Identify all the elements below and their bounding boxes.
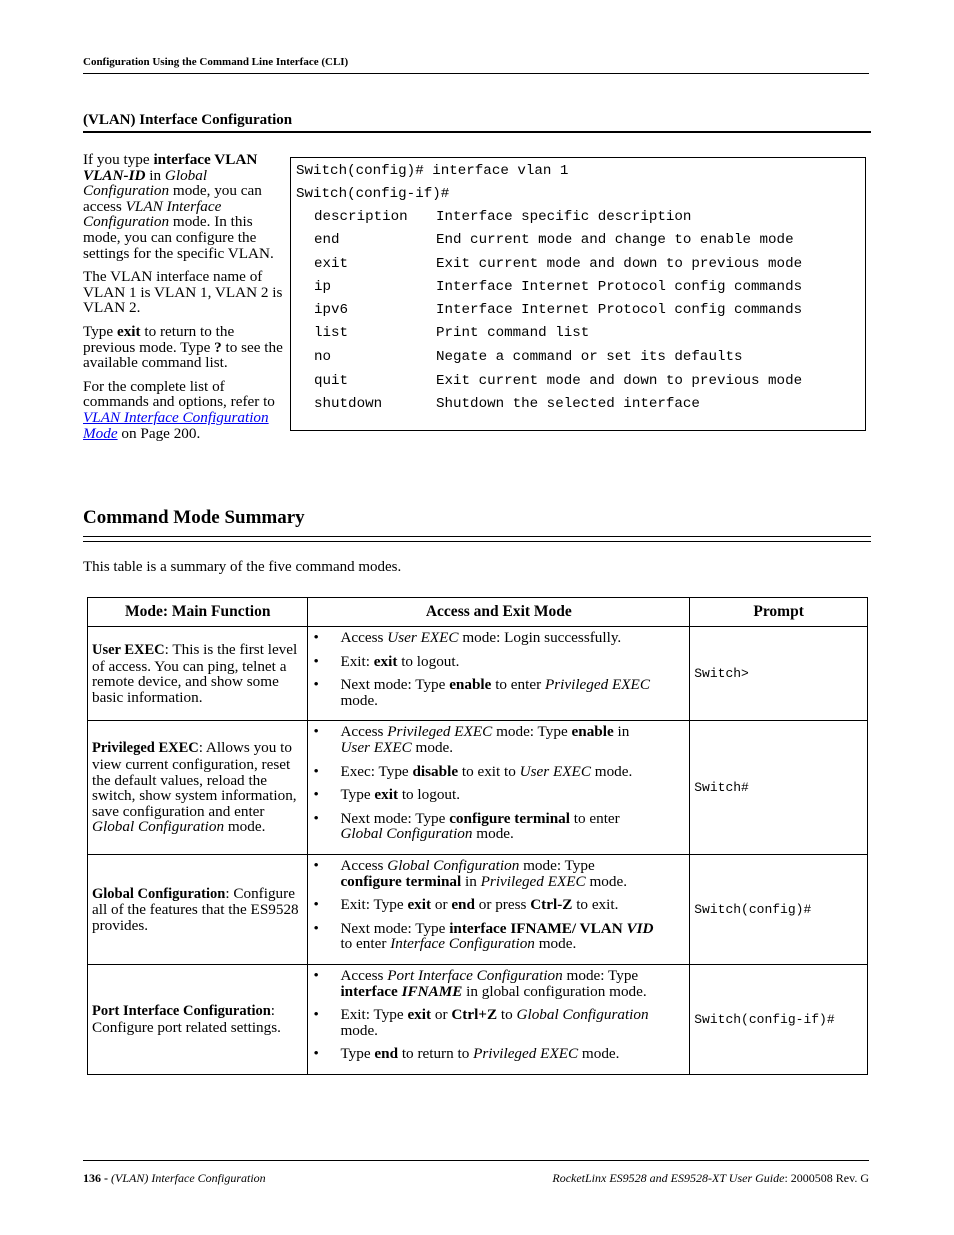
mode-cell: Port Interface Configuration: Configure port related settings. — [88, 964, 308, 1074]
list-item: • Access Global Configuration mode: Type configure terminal in Privileged EXEC mode. — [308, 858, 687, 889]
list-item: • Exit: Type exit or end or press Ctrl-Z to exit. — [308, 897, 687, 913]
list-item: • Next mode: Type enable to enter Privileged EXEC mode. — [308, 677, 687, 708]
table-row — [88, 854, 868, 964]
header-rule — [83, 73, 869, 74]
cli-cmd: ip — [314, 279, 332, 295]
vlan-interface-config-link[interactable]: VLAN Interface Configuration Mode — [83, 408, 269, 442]
mode-cell: Global Configuration: Configure all of the features that the ES9528 provides. — [88, 854, 308, 964]
cli-desc: Print command list — [436, 325, 590, 341]
mode-cell: User EXEC: This is the first level of access. You can ping, telnet a remote device, and show some basic information. — [88, 627, 308, 721]
col-header-access: Access and Exit Mode — [308, 598, 690, 627]
list-item: • Exit: Type exit or Ctrl+Z to Global Configuration mode. — [308, 1007, 687, 1038]
prompt-cell: Switch(config-if)# — [690, 964, 868, 1074]
mode-cell: Privileged EXEC: Allows you to view current configuration, reset the default values, reload the switch, show system information, save configuration and enter Global Configuration mode. — [88, 721, 308, 855]
cli-cmd: quit — [314, 373, 349, 389]
list-item: • Exit: exit to logout. — [308, 654, 687, 670]
cli-desc: Shutdown the selected interface — [436, 396, 700, 412]
cli-cmd: description — [314, 209, 408, 225]
cli-cmd: exit — [314, 256, 349, 272]
cli-line-1: Switch(config)# interface vlan 1 — [296, 163, 569, 179]
table-header-row — [88, 598, 868, 627]
table-row — [88, 721, 868, 855]
list-item: • Access Port Interface Configuration mode: Type interface IFNAME in global configuration mode. — [308, 968, 687, 999]
list-item: • Exec: Type disable to exit to User EXEC mode. — [308, 764, 687, 780]
prompt-cell: Switch(config)# — [690, 854, 868, 964]
prompt-cell: Switch# — [690, 721, 868, 855]
cli-cmd: shutdown — [314, 396, 383, 412]
list-item: • Type end to return to Privileged EXEC mode. — [308, 1046, 687, 1062]
footer-right: RocketLinx ES9528 and ES9528-XT User Guide: 2000508 Rev. G — [552, 1171, 869, 1185]
cli-desc: Exit current mode and down to previous mode — [436, 373, 803, 389]
cli-cmd: ipv6 — [314, 302, 349, 318]
sidebar-para-2: The VLAN interface name of VLAN 1 is VLAN 1, VLAN 2 is VLAN 2. — [83, 268, 283, 317]
cli-cmd: end — [314, 232, 340, 248]
footer-rule — [83, 1160, 869, 1161]
list-item: • Next mode: Type interface IFNAME/ VLAN VID to enter Interface Configuration mode. — [308, 921, 687, 952]
sidebar-notes — [83, 152, 288, 449]
table-row — [88, 627, 868, 721]
cli-code-box — [290, 157, 866, 431]
col-header-mode: Mode: Main Function — [88, 598, 308, 627]
prompt-cell: Switch> — [690, 627, 868, 721]
col-header-prompt: Prompt — [690, 598, 868, 627]
cli-cmd: no — [314, 349, 332, 365]
running-header: Configuration Using the Command Line Interface (CLI) — [83, 56, 349, 68]
access-cell — [308, 721, 690, 855]
sidebar-para-4: For the complete list of commands and options, refer to VLAN Interface Configuration Mode on Page 200. — [83, 377, 275, 442]
section-rule — [83, 131, 871, 133]
cli-desc: Interface Internet Protocol config commands — [436, 279, 803, 295]
list-item: • Access User EXEC mode: Login successfully. — [308, 630, 687, 646]
access-cell — [308, 627, 690, 721]
section-double-rule-top — [83, 536, 871, 537]
access-cell — [308, 854, 690, 964]
list-item: • Next mode: Type configure terminal to enter Global Configuration mode. — [308, 811, 687, 842]
list-item: • Type exit to logout. — [308, 787, 687, 803]
cli-line-2: Switch(config-if)# — [296, 186, 450, 202]
command-mode-table — [87, 597, 868, 1075]
table-row — [88, 964, 868, 1074]
footer-left: 136 - (VLAN) Interface Configuration — [83, 1171, 266, 1185]
cli-desc: End current mode and change to enable mode — [436, 232, 794, 248]
sidebar-para-1: If you type interface VLAN VLAN-ID in Global Configuration mode, you can access VLAN Interface Configuration mode. In this mode, you can configure the settings for the specific VLAN. — [83, 151, 274, 262]
section-title-command-mode-summary: Command Mode Summary — [83, 507, 305, 528]
cli-desc: Interface Internet Protocol config commands — [436, 302, 803, 318]
section-double-rule-bottom — [83, 541, 871, 542]
sidebar-para-3: Type exit to return to the previous mode. Type ? to see the available command list. — [83, 322, 283, 372]
list-item: • Access Privileged EXEC mode: Type enable in User EXEC mode. — [308, 724, 687, 755]
cli-desc: Negate a command or set its defaults — [436, 349, 743, 365]
cli-desc: Interface specific description — [436, 209, 692, 225]
table-intro: This table is a summary of the five command modes. — [83, 559, 402, 575]
cli-cmd: list — [314, 325, 349, 341]
section-title-vlan-interface: (VLAN) Interface Configuration — [83, 112, 293, 128]
access-cell — [308, 964, 690, 1074]
cli-desc: Exit current mode and down to previous mode — [436, 256, 803, 272]
